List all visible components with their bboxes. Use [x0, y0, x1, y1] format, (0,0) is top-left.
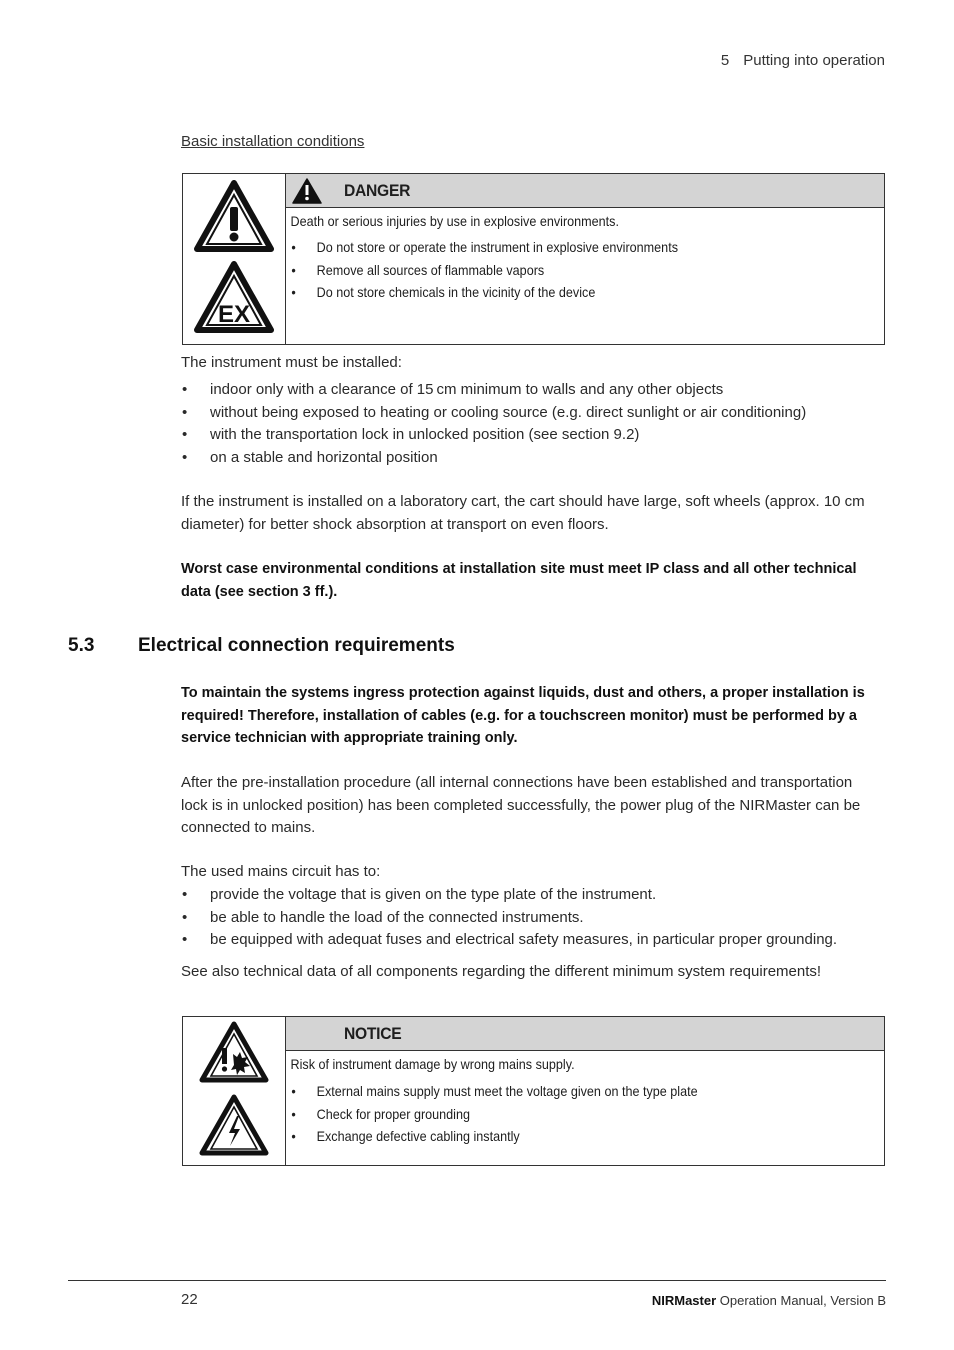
notice-list [291, 1080, 888, 1148]
install-item: • indoor only with a clearance of 15 cm minimum to walls and any other objects [181, 379, 881, 402]
notice-icon-column [183, 1017, 286, 1165]
worst-case-note: Worst case environmental conditions at installation site must meet IP class and all other technical data (see section 3 ff.). [181, 561, 857, 600]
install-item: • without being exposed to heating or cooling source (e.g. direct sunlight or air conditioning) [181, 402, 881, 425]
section-warning: To maintain the systems ingress protection against liquids, dust and others, a proper installation is required! Therefore, installation of cables (e.g. for a touchscreen monitor) must be performed by a service technician with appropriate training only. [181, 685, 865, 746]
section-title: Electrical connection requirements [138, 635, 455, 656]
ex-label: EX [217, 301, 251, 328]
see-also: See also technical data of all components regarding the different minimum system requirements! [181, 963, 822, 980]
running-header [721, 52, 885, 69]
footer-doc-title [652, 1293, 886, 1308]
material-damage-warning-icon [199, 1021, 269, 1088]
danger-title: DANGER [344, 180, 411, 200]
mains-item: • be able to handle the load of the connected instruments. [181, 907, 881, 930]
danger-list [291, 236, 888, 304]
notice-body [286, 1051, 895, 1148]
danger-header [286, 174, 884, 208]
install-item: • with the transportation lock in unlocked position (see section 9.2) [181, 424, 881, 447]
footer-product: NIRMaster [651, 1293, 717, 1308]
install-item: • on a stable and horizontal position [181, 447, 881, 470]
chapter-title: Putting into operation [743, 52, 885, 69]
footer-doc-name: Operation Manual, Version B [719, 1293, 886, 1308]
general-warning-icon [194, 180, 274, 257]
notice-content [286, 1017, 884, 1165]
section-heading [68, 635, 455, 657]
danger-box [182, 173, 885, 345]
install-list [181, 379, 881, 469]
page-number: 22 [181, 1291, 198, 1308]
notice-box [182, 1016, 885, 1166]
notice-header [286, 1017, 884, 1051]
mains-item: • be equipped with adequat fuses and electrical safety measures, in particular proper grounding. [181, 929, 881, 952]
mains-item: • provide the voltage that is given on the type plate of the instrument. [181, 884, 881, 907]
notice-lead: Risk of instrument damage by wrong mains supply. [290, 1056, 575, 1072]
danger-icon-column [183, 174, 286, 344]
section-after: After the pre-installation procedure (all internal connections have been established and transportation lock is in unlocked position) has been completed successfully, the power plug of the NIRMaster can be connected to mains. [181, 774, 861, 836]
danger-lead: Death or serious injuries by use in explosive environments. [290, 213, 619, 229]
subheading-basic-installation: Basic installation conditions [181, 133, 365, 150]
danger-body [286, 208, 895, 304]
cart-note: If the instrument is installed on a laboratory cart, the cart should have large, soft wheels (approx. 10 cm diameter) for better shock absorption at transport on even floors. [181, 493, 865, 533]
notice-item: • Exchange defective cabling instantly [291, 1125, 888, 1148]
mains-list [181, 884, 881, 952]
danger-content [286, 174, 884, 344]
mains-intro: The used mains circuit has to: [181, 863, 381, 880]
electrical-hazard-icon [199, 1094, 269, 1161]
notice-item: • External mains supply must meet the voltage given on the type plate [291, 1080, 888, 1103]
danger-item: • Do not store or operate the instrument in explosive environments [291, 236, 888, 259]
notice-title: NOTICE [344, 1023, 402, 1043]
explosive-atmosphere-ex-icon [194, 261, 274, 338]
danger-item: • Do not store chemicals in the vicinity of the device [291, 281, 888, 304]
install-intro: The instrument must be installed: [181, 354, 402, 371]
chapter-number: 5 [720, 52, 730, 69]
danger-header-warning-icon [292, 178, 322, 204]
section-number: 5.3 [68, 635, 95, 656]
notice-item: • Check for proper grounding [291, 1103, 888, 1126]
footer-rule [68, 1280, 886, 1281]
danger-item: • Remove all sources of flammable vapors [291, 259, 888, 282]
